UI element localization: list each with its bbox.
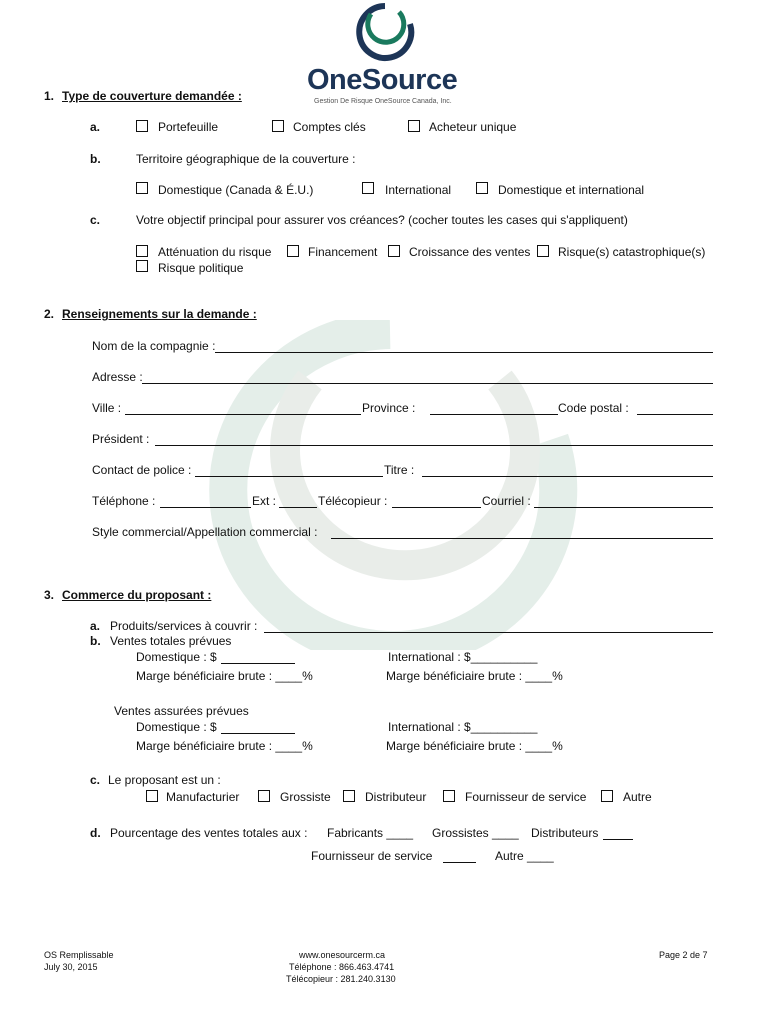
distributeurs-field[interactable] xyxy=(603,839,633,840)
label-address: Adresse : xyxy=(92,370,143,384)
checkbox-catastrophique[interactable] xyxy=(537,244,549,258)
label-grossiste: Grossiste xyxy=(280,790,331,804)
fax-field[interactable] xyxy=(392,507,481,508)
checkbox-domestique[interactable] xyxy=(136,181,148,195)
label-fournisseur: Fournisseur de service xyxy=(465,790,587,804)
checkbox-autre[interactable] xyxy=(601,789,613,803)
section3-title: Commerce du proposant : xyxy=(62,588,212,602)
section3-a-text: Produits/services à couvrir : xyxy=(110,619,258,633)
checkbox-financement[interactable] xyxy=(287,244,299,258)
checkbox-distributeur[interactable] xyxy=(343,789,355,803)
label-email: Courriel : xyxy=(482,494,531,508)
footer-website: www.onesourcerm.ca xyxy=(299,950,386,960)
section1-c-question: Votre objectif principal pour assurer vos créances? (cocher toutes les cases qui s'appliquent) xyxy=(136,213,628,227)
email-field[interactable] xyxy=(534,507,713,508)
label-croissance: Croissance des ventes xyxy=(409,245,531,259)
watermark-logo xyxy=(200,320,580,650)
section3-c-text: Le proposant est un : xyxy=(108,773,221,787)
checkbox-fournisseur[interactable] xyxy=(443,789,455,803)
label-international-sales: International : $__________ xyxy=(388,650,538,664)
label-insured-margin-domestic: Marge bénéficiaire brute : ____% xyxy=(136,739,313,753)
domestic-sales-field[interactable] xyxy=(221,663,295,664)
section3-a-label: a. xyxy=(90,619,101,633)
phone-field[interactable] xyxy=(160,507,251,508)
checkbox-croissance[interactable] xyxy=(388,244,400,258)
label-financement: Financement xyxy=(308,245,378,259)
label-fax: Télécopieur : xyxy=(318,494,388,508)
postal-field[interactable] xyxy=(637,414,713,415)
address-field[interactable] xyxy=(142,383,713,384)
label-phone: Téléphone : xyxy=(92,494,156,508)
products-field[interactable] xyxy=(264,632,713,633)
label-ext: Ext : xyxy=(252,494,277,508)
style-field[interactable] xyxy=(331,538,713,539)
insured-domestic-field[interactable] xyxy=(221,733,295,734)
footer-page-number: Page 2 de 7 xyxy=(659,950,708,960)
onesource-logo-icon xyxy=(355,2,415,62)
titre-field[interactable] xyxy=(422,476,713,477)
label-international: International xyxy=(385,183,452,197)
label-president: Président : xyxy=(92,432,150,446)
checkbox-portefeuille[interactable] xyxy=(136,119,148,133)
section2-number: 2. xyxy=(44,307,55,321)
label-insured-international: International : $__________ xyxy=(388,720,538,734)
section2-title: Renseignements sur la demande : xyxy=(62,307,257,321)
label-city: Ville : xyxy=(92,401,122,415)
checkbox-comptes-cles[interactable] xyxy=(272,119,284,133)
label-distributeur: Distributeur xyxy=(365,790,427,804)
logo-name: OneSource xyxy=(307,64,458,96)
checkbox-grossiste[interactable] xyxy=(258,789,270,803)
label-province: Province : xyxy=(362,401,416,415)
label-grossistes: Grossistes ____ xyxy=(432,826,519,840)
section3-c-label: c. xyxy=(90,773,101,787)
label-domestique-international: Domestique et international xyxy=(498,183,645,197)
contact-field[interactable] xyxy=(195,476,383,477)
section3-number: 3. xyxy=(44,588,55,602)
section1-a-label: a. xyxy=(90,120,101,134)
label-risque-politique: Risque politique xyxy=(158,261,244,275)
checkbox-manufacturier[interactable] xyxy=(146,789,158,803)
label-insured-domestic: Domestique : $ xyxy=(136,720,217,734)
label-company: Nom de la compagnie : xyxy=(92,339,216,353)
section3-b-text: Ventes totales prévues xyxy=(110,634,232,648)
label-contact: Contact de police : xyxy=(92,463,192,477)
president-field[interactable] xyxy=(155,445,713,446)
label-margin-domestic: Marge bénéficiaire brute : ____% xyxy=(136,669,313,683)
label-insured-margin-international: Marge bénéficiaire brute : ____% xyxy=(386,739,563,753)
section1-number: 1. xyxy=(44,89,55,103)
checkbox-domestique-international[interactable] xyxy=(476,181,488,195)
label-fabricants: Fabricants ____ xyxy=(327,826,414,840)
label-fournisseur-service: Fournisseur de service xyxy=(311,849,433,863)
label-margin-international: Marge bénéficiaire brute : ____% xyxy=(386,669,563,683)
section3-d-text: Pourcentage des ventes totales aux : xyxy=(110,826,308,840)
label-insured-sales: Ventes assurées prévues xyxy=(114,704,249,718)
checkbox-acheteur-unique[interactable] xyxy=(408,119,420,133)
checkbox-attenuation[interactable] xyxy=(136,244,148,258)
label-autre: Autre xyxy=(623,790,652,804)
label-comptes-cles: Comptes clés xyxy=(293,120,366,134)
section3-d-label: d. xyxy=(90,826,101,840)
label-catastrophique: Risque(s) catastrophique(s) xyxy=(558,245,706,259)
label-domestique: Domestique (Canada & É.U.) xyxy=(158,183,314,197)
footer-left-2: July 30, 2015 xyxy=(44,962,98,972)
checkbox-international[interactable] xyxy=(362,181,374,195)
company-field[interactable] xyxy=(215,352,713,353)
label-attenuation: Atténuation du risque xyxy=(158,245,272,259)
section1-c-label: c. xyxy=(90,213,101,227)
province-field[interactable] xyxy=(430,414,558,415)
section1-b-label: b. xyxy=(90,152,101,166)
label-postal: Code postal : xyxy=(558,401,629,415)
label-manufacturier: Manufacturier xyxy=(166,790,240,804)
fournisseur-field[interactable] xyxy=(443,862,476,863)
section1-title: Type de couverture demandée : xyxy=(62,89,242,103)
footer-fax: Télécopieur : 281.240.3130 xyxy=(286,974,396,984)
section1-b-question: Territoire géographique de la couverture : xyxy=(136,152,356,166)
label-autre-pct: Autre ____ xyxy=(495,849,554,863)
label-portefeuille: Portefeuille xyxy=(158,120,219,134)
footer-phone: Téléphone : 866.463.4741 xyxy=(289,962,395,972)
label-acheteur-unique: Acheteur unique xyxy=(429,120,517,134)
label-distributeurs: Distributeurs xyxy=(531,826,599,840)
logo-tagline: Gestion De Risque OneSource Canada, Inc. xyxy=(314,98,452,105)
checkbox-risque-politique[interactable] xyxy=(136,259,148,273)
city-field[interactable] xyxy=(125,414,361,415)
footer-left-1: OS Remplissable xyxy=(44,950,114,960)
label-titre: Titre : xyxy=(384,463,415,477)
label-style: Style commercial/Appellation commercial : xyxy=(92,525,318,539)
section3-b-label: b. xyxy=(90,634,101,648)
ext-field[interactable] xyxy=(279,507,317,508)
label-domestic-sales: Domestique : $ xyxy=(136,650,217,664)
